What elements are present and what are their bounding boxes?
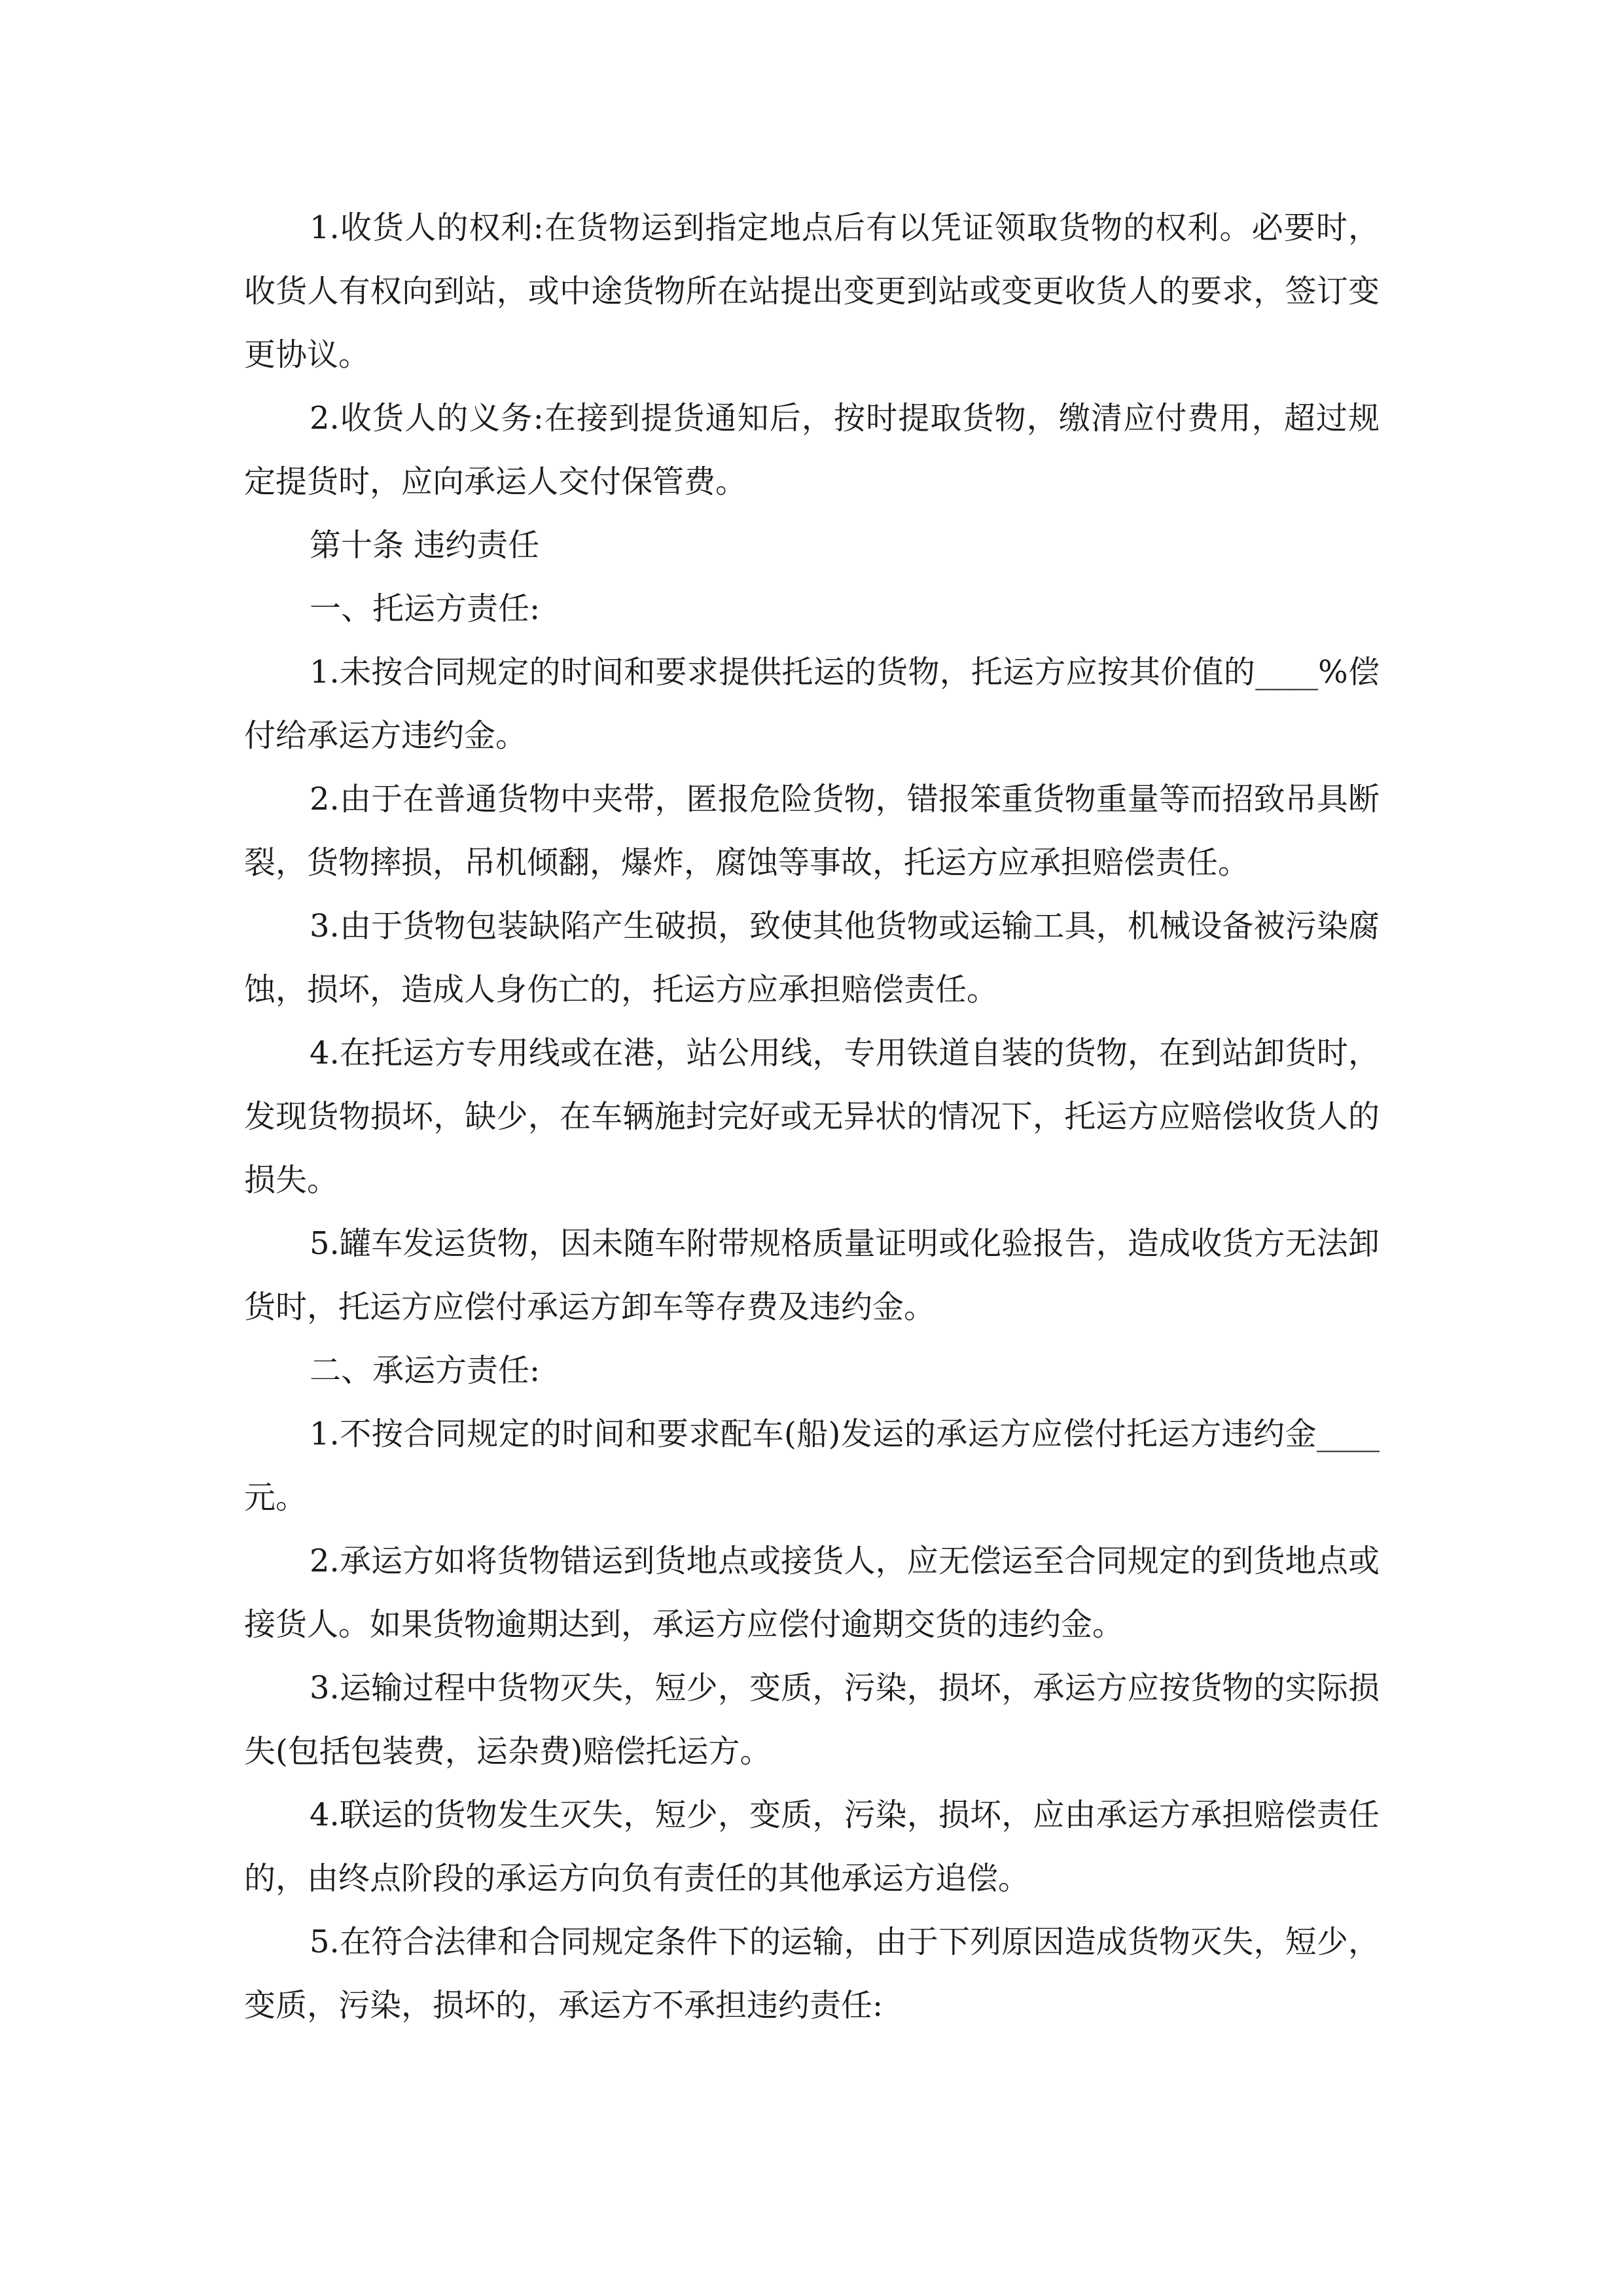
paragraph-carrier-liability-2: 2.承运方如将货物错运到货地点或接货人，应无偿运至合同规定的到货地点或接货人。如果货物逾期达到，承运方应偿付逾期交货的违约金。 <box>244 1543 1380 1643</box>
paragraph-carrier-liability-5: 5.在符合法律和合同规定条件下的运输，由于下列原因造成货物灭失，短少，变质，污染，损坏的，承运方不承担违约责任: <box>244 1924 1380 2024</box>
section-shipper-liability-heading: 一、托运方责任: <box>310 590 541 627</box>
paragraph-consignee-rights: 1.收货人的权利:在货物运到指定地点后有以凭证领取货物的权利。必要时，收货人有权向到站，或中途货物所在站提出变更到站或变更收货人的要求，签订变更协议。 <box>244 209 1380 373</box>
document-body <box>244 196 1380 2037</box>
paragraph-shipper-liability-4: 4.在托运方专用线或在港，站公用线，专用铁道自装的货物，在到站卸货时，发现货物损坏，缺少，在车辆施封完好或无异状的情况下，托运方应赔偿收货人的损失。 <box>244 1035 1380 1198</box>
article-10-heading: 第十条 违约责任 <box>310 527 540 564</box>
paragraph-shipper-liability-5: 5.罐车发运货物，因未随车附带规格质量证明或化验报告，造成收货方无法卸货时，托运方应偿付承运方卸车等存费及违约金。 <box>244 1225 1380 1325</box>
paragraph-carrier-liability-4: 4.联运的货物发生灭失，短少，变质，污染，损坏，应由承运方承担赔偿责任的，由终点阶段的承运方向负有责任的其他承运方追偿。 <box>244 1797 1380 1897</box>
section-carrier-liability-heading: 二、承运方责任: <box>310 1352 541 1389</box>
paragraph-carrier-liability-1: 1.不按合同规定的时间和要求配车(船)发运的承运方应偿付托运方违约金____元。 <box>244 1416 1380 1516</box>
paragraph-shipper-liability-1: 1.未按合同规定的时间和要求提供托运的货物，托运方应按其价值的____%偿付给承运方违约金。 <box>244 654 1380 754</box>
paragraph-carrier-liability-3: 3.运输过程中货物灭失，短少，变质，污染，损坏，承运方应按货物的实际损失(包括包装费，运杂费)赔偿托运方。 <box>244 1670 1380 1770</box>
paragraph-shipper-liability-2: 2.由于在普通货物中夹带，匿报危险货物，错报笨重货物重量等而招致吊具断裂，货物摔损，吊机倾翻，爆炸，腐蚀等事故，托运方应承担赔偿责任。 <box>244 781 1380 881</box>
paragraph-consignee-duties: 2.收货人的义务:在接到提货通知后，按时提取货物，缴清应付费用，超过规定提货时，应向承运人交付保管费。 <box>244 400 1380 500</box>
paragraph-shipper-liability-3: 3.由于货物包装缺陷产生破损，致使其他货物或运输工具，机械设备被污染腐蚀，损坏，造成人身伤亡的，托运方应承担赔偿责任。 <box>244 908 1380 1008</box>
